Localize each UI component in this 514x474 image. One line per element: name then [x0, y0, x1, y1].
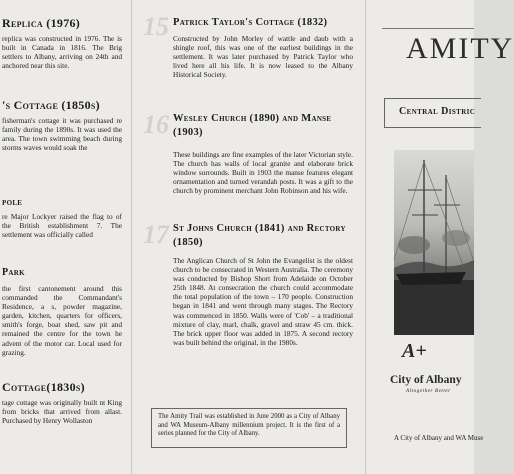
- cover-title: AMITY: [406, 32, 514, 65]
- fold-line-right: [365, 0, 367, 474]
- section-text-taylor-cottage: Constructed by John Morley of wattle and daub with a shingle roof, this was one of the earliest buildings in the settlement. It was later purchased by Patrick Taylor who lived here all his life. It is now leased to the Albany Historical Society.: [173, 34, 353, 80]
- city-logo-name: City of Albany: [390, 374, 462, 386]
- city-logo-tagline: Altogether Better: [406, 389, 451, 394]
- section-title-st-johns: St Johns Church (1841) and Rectory (1850): [173, 223, 346, 248]
- cover-footer: A City of Albany and WA Muse: [394, 434, 484, 442]
- left-panel: [0, 0, 125, 474]
- stop-number-16: 16: [143, 110, 169, 139]
- footnote-box: [151, 408, 347, 448]
- section-text-wesley-church: These buildings are fine examples of the later Victorian style. The church has walls of local granite and elaborate brick window surrounds. Built in 1903 the manse features elegant ornamentation and turned verandah posts. It was a gift to the church by prominent merchant John Robinson and his wife.: [173, 150, 353, 196]
- cover-subtitle-box: [384, 98, 481, 128]
- ship-illustration: [394, 150, 474, 335]
- section-text-cottage-1830s: tage cottage was originally built nt King from bricks that arrived from allast. Purchased by Henry Wollaston: [2, 398, 122, 426]
- fold-line-left: [131, 0, 133, 474]
- section-title-taylor-cottage: Patrick Taylor's Cottage (1832): [173, 17, 328, 28]
- section-text-replica: replica was constructed in 1976. The is built in Canada in 1816. The Brig settlers to Albany, arriving on 24th and anchored near this site.: [2, 34, 122, 71]
- stop-number-15: 15: [143, 12, 169, 41]
- footnote-text: The Amity Trail was established in June 2000 as a City of Albany and WA Museum-Albany millennium project. It is the first of a series planned for the City of Albany.: [158, 413, 340, 438]
- cover-photo-ship: [394, 150, 474, 335]
- section-text-st-johns: The Anglican Church of St John the Evangelist is the oldest church to be consecrated in Western Australia. The ceremony was conducted by Bishop Short from Adelaide on October 25th 1848. At consecration the church could accommodate the total population of the town – 170 people. Construction began in 1841 and went through many stages. The Rectory was commenced in 1850. Walls were of 'Cob' – a traditional mixture of clay, marl, chalk, gravel and straw 45 cm. thick. The brick upper floor was added in 1875. A second rectory was built behind the original, in the 1980s.: [173, 256, 353, 347]
- section-title-replica: Replica (1976): [2, 16, 81, 30]
- city-logo-mark: A+: [402, 340, 427, 362]
- section-title-cottage: 's Cottage (1850s): [2, 98, 100, 112]
- section-title-wesley-church: Wesley Church (1890) and Manse (1903): [173, 113, 332, 138]
- cover-top-rule: [382, 28, 474, 29]
- stop-number-17: 17: [143, 220, 169, 249]
- section-text-cottage: fisherman's cottage it was purchased re family during the 1890s. It was used the area. The town swimming beach during storms waves would soak the: [2, 116, 122, 153]
- section-title-cottage-1830s: Cottage(1830s): [2, 380, 85, 394]
- cover-subtitle: Central Distric: [399, 106, 476, 117]
- section-title-park: Park: [2, 267, 25, 278]
- middle-panel: [137, 0, 359, 474]
- section-text-flagpole: re Major Lockyer raised the flag to of the British establishment 7. The settlement was officially called: [2, 212, 122, 240]
- section-title-flagpole: pole: [2, 197, 23, 208]
- section-text-park: the first cantonement around this commanded the Commandant's Residence, a s, powder magazine, garden, kitchen, quarters for officers, smith's forge, boat shed, saw pit and remained the centre for the town he advent of the motor car. Local used for grazing.: [2, 284, 122, 357]
